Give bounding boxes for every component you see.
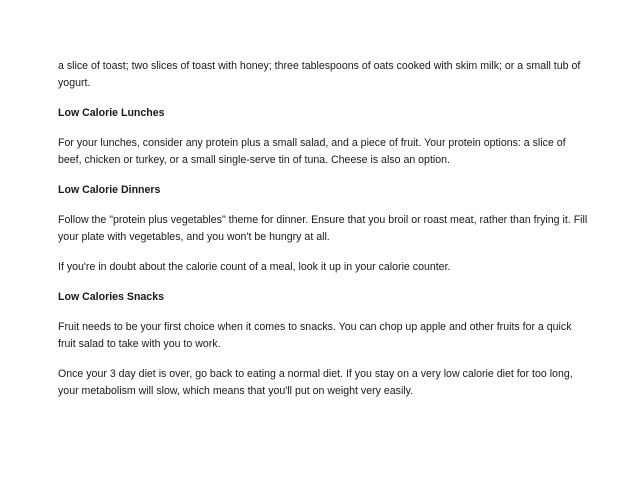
- paragraph-dinners: Follow the "protein plus vegetables" theme for dinner. Ensure that you broil or roast meat, rather than frying it. Fill your plate with vegetables, and you won't be hungry at all.: [58, 214, 588, 243]
- document-body: [58, 58, 590, 413]
- paragraph-lunches: For your lunches, consider any protein plus a small salad, and a piece of fruit. Your protein options: a slice of beef, chicken or turkey, or a small single-serve tin of tuna. Cheese is also an option.: [58, 137, 566, 166]
- paragraph-snacks: Fruit needs to be your first choice when it comes to snacks. You can chop up apple and other fruits for a quick fruit salad to take with you to work.: [58, 321, 572, 350]
- heading-snacks: Low Calories Snacks: [58, 291, 164, 303]
- paragraph-breakfast: a slice of toast; two slices of toast with honey; three tablespoons of oats cooked with skim milk; or a small tub of yogurt.: [58, 60, 581, 89]
- heading-lunches: Low Calorie Lunches: [58, 107, 165, 119]
- paragraph-calorie-count: If you're in doubt about the calorie count of a meal, look it up in your calorie counter.: [58, 261, 451, 273]
- paragraph-conclusion: Once your 3 day diet is over, go back to eating a normal diet. If you stay on a very low calorie diet for too long, your metabolism will slow, which means that you'll put on weight very easily.: [58, 368, 573, 397]
- heading-dinners: Low Calorie Dinners: [58, 184, 161, 196]
